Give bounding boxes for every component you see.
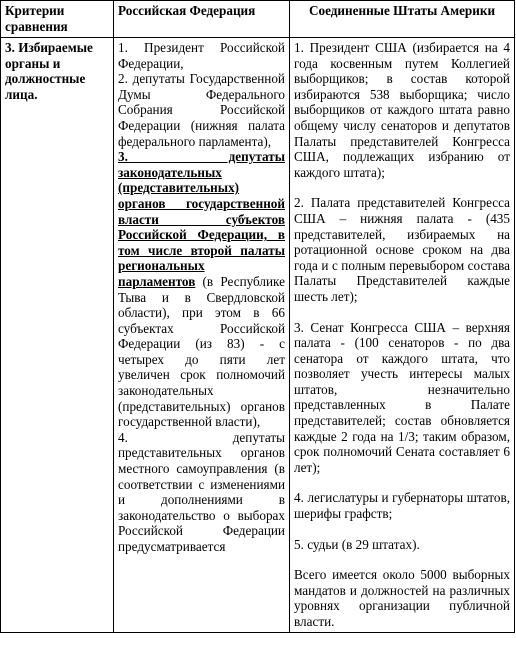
russia-item-3 [118,149,285,430]
header-russia: Российская Федерация [114,1,290,38]
russia-item-4: 4. депутаты представительных органов местного самоуправления (в соответствии с изменениями и дополнениями в законодательство о выборах Российской Федерации предусматривается [118,429,285,554]
russia-item-1: 1. Президент Российской Федерации, [118,40,285,71]
spacer [294,552,510,567]
usa-item-5: 5. судьи (в 29 штатах). [294,536,420,552]
russia-item-3-rest: (в Республике Тыва и в Свердловской области), при этом в 66 субъектах Российской Федерации (из 83) - с четырех до пяти лет увеличен срок полномочий законодательных (представительных) органов государственной власти), [118,273,285,430]
russia-item-3-emphasis: 3. депутаты законодательных (представительных) органов государственной власти субъектов Российской Федерации, в том числе второй палаты региональных парламентов [118,149,285,289]
usa-cell [290,38,515,633]
table-row [1,38,515,633]
usa-item-3: 3. Сенат Конгресса США – верхняя палата - (100 сенаторов - по два сенатора от каждого штата, что позволяет учесть интересы малых штатов, незначительно представленных в Палате представителей; состав обновляется каждые 2 года на 1/3; таким образом, срок полномочий Сената составляет 6 лет); [294,319,510,475]
header-criteria: Критерии сравнения [1,1,114,38]
usa-summary: Всего имеется около 5000 выборных мандатов и должностей на различных уровнях организации публичной власти. [294,567,510,629]
usa-item-4: 4. легислатуры и губернаторы штатов, шерифы графств; [294,490,510,522]
russia-cell [114,38,290,633]
usa-item-2: 2. Палата представителей Конгресса США – нижняя палата - (435 представителей, избираемых на ротационной основе сроком на два года и с полным перевыбором состава Палаты Представителей каждые шесть лет); [294,195,510,304]
russia-item-2: 2. депутаты Государственной Думы Федерального Собрания Российской Федерации (нижняя палата федерального парламента), [118,71,285,149]
spacer [294,180,510,195]
spacer [294,475,510,490]
criterion-cell: 3. Избираемые органы и должностные лица. [1,38,114,633]
table-header-row [1,1,515,38]
spacer [294,522,510,537]
header-usa: Соединенные Штаты Америки [290,1,515,38]
usa-item-1: 1. Президент США (избирается на 4 года косвенным путем Коллегией выборщиков; в состав которой избираются 538 выборщика; число выборщиков от каждого штата равно общему числу сенаторов и депутатов Палаты представителей Конгресса США, подлежащих избранию от каждого штата); [294,40,510,180]
spacer [294,305,510,320]
